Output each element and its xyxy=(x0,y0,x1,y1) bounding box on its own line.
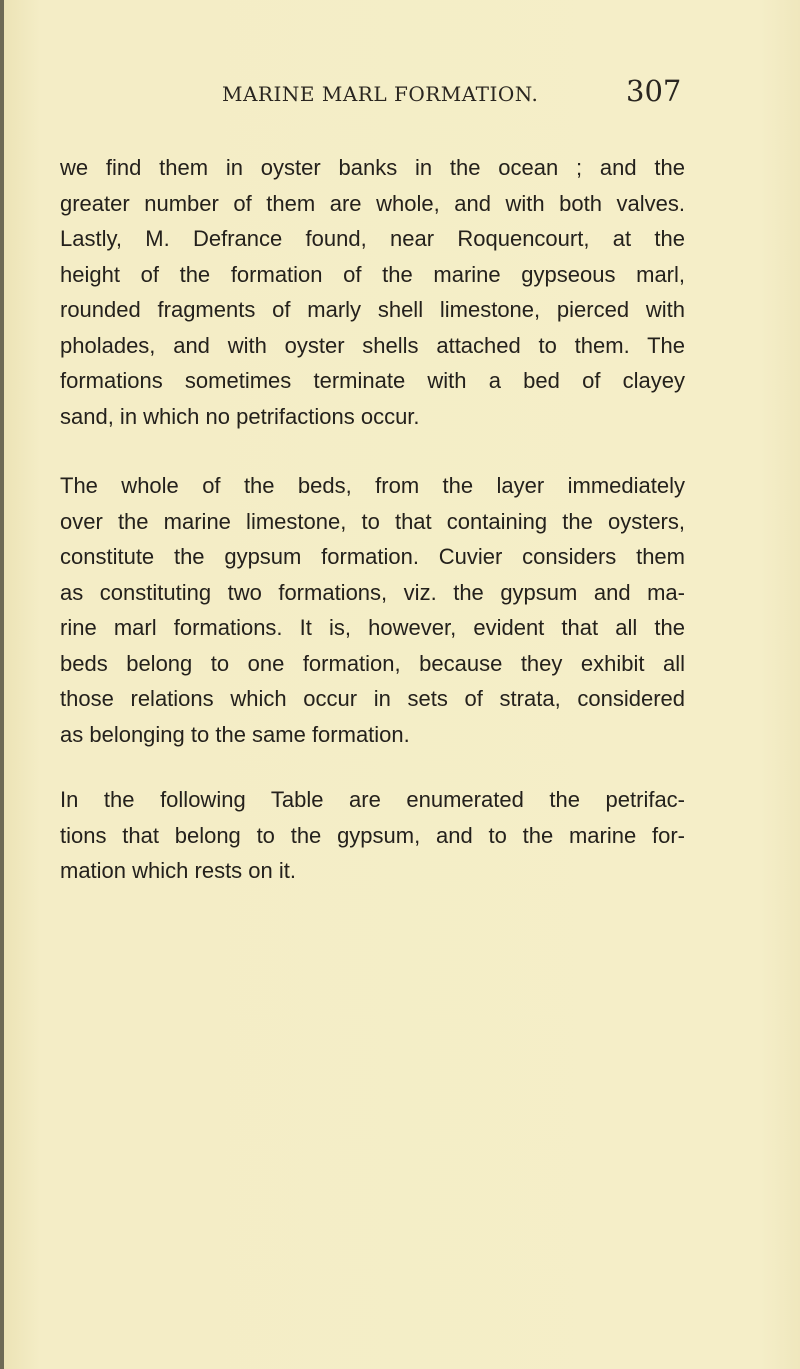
text-line: The whole of the beds, from the layer immediately xyxy=(60,473,685,498)
text-line: as belonging to the same formation. xyxy=(60,721,410,747)
text-line: constitute the gypsum formation. Cuvier considers them xyxy=(60,544,685,569)
page-header xyxy=(0,70,800,110)
text-line: pholades, and with oyster shells attached to them. The xyxy=(60,332,685,358)
text-line: we find them in oyster banks in the ocean ; and the xyxy=(60,155,685,180)
paragraph-2 xyxy=(60,468,685,752)
text-line: In the following Table are enumerated the petrifac- xyxy=(60,787,685,812)
text-line: those relations which occur in sets of strata, considered xyxy=(60,686,685,711)
text-line: as constituting two formations, viz. the gypsum and ma- xyxy=(60,579,685,605)
text-line: tions that belong to the gypsum, and to the marine for- xyxy=(60,822,685,848)
text-line: beds belong to one formation, because they exhibit all xyxy=(60,650,685,676)
text-line: rounded fragments of marly shell limestone, pierced with xyxy=(60,297,685,322)
text-line: mation which rests on it. xyxy=(60,858,296,883)
paragraph-gap xyxy=(60,752,685,782)
paragraph-3 xyxy=(60,782,685,889)
text-line: sand, in which no petrifactions occur. xyxy=(60,403,420,429)
body-text xyxy=(60,150,685,889)
text-line: greater number of them are whole, and with both valves. xyxy=(60,190,685,216)
running-head: MARINE MARL FORMATION. xyxy=(222,82,539,106)
text-line: Lastly, M. Defrance found, near Roquencourt, at the xyxy=(60,226,685,251)
paragraph-1 xyxy=(60,150,685,434)
page-number: 307 xyxy=(626,74,682,108)
binding-edge xyxy=(0,0,4,1369)
text-line: height of the formation of the marine gypseous marl, xyxy=(60,261,685,287)
paragraph-gap xyxy=(60,434,685,468)
text-line: rine marl formations. It is, however, evident that all the xyxy=(60,615,685,640)
text-line: formations sometimes terminate with a bed of clayey xyxy=(60,368,685,393)
text-line: over the marine limestone, to that containing the oysters, xyxy=(60,508,685,534)
